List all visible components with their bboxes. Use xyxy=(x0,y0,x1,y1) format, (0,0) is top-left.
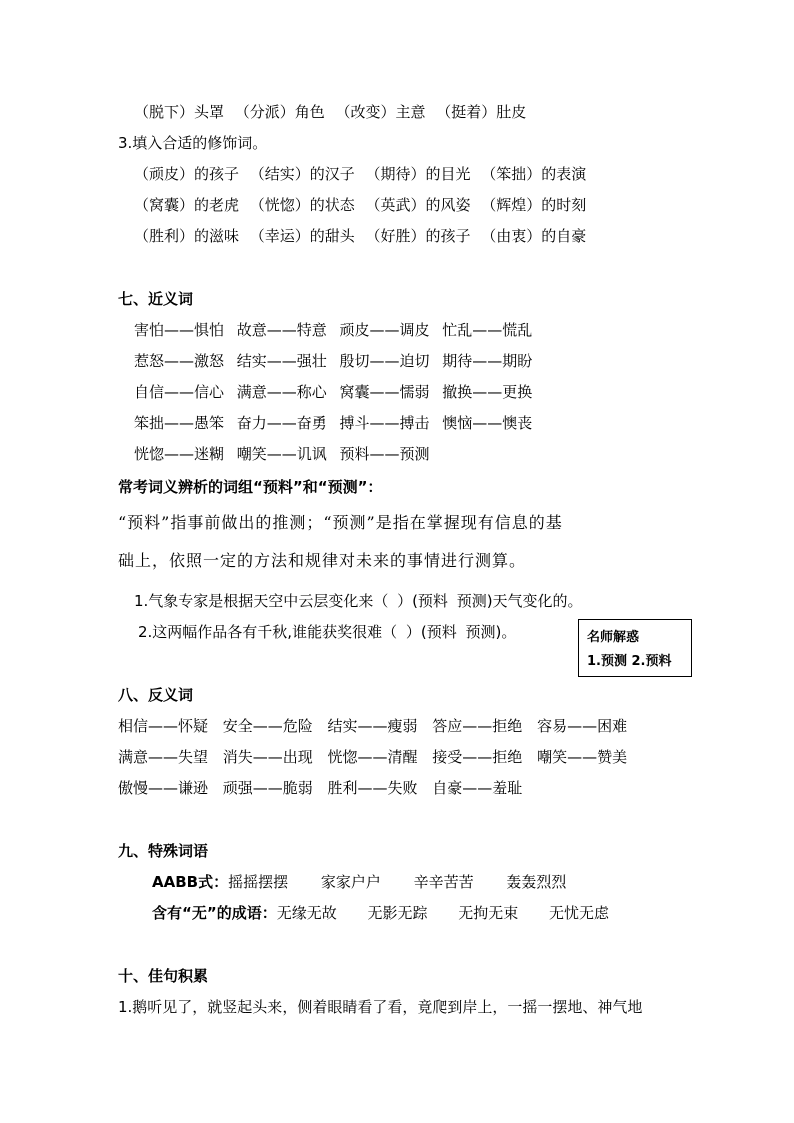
synonym-row-5: 恍惚——迷糊 嘲笑——讥讽 预料——预测 xyxy=(134,445,430,463)
wu-idiom-label: 含有“无”的成语： xyxy=(152,904,277,922)
task-3-heading: 3.填入合适的修饰词。 xyxy=(118,134,268,152)
wu-idiom-row xyxy=(152,903,609,923)
synonym-row-3: 自信——信心 满意——称心 窝囊——懦弱 撤换——更换 xyxy=(134,383,533,401)
modifier-line-3: （胜利）的滋味 （幸运）的甜头 （好胜）的孩子 （由衷）的自豪 xyxy=(134,227,587,245)
exercise-question-1: 1.气象专家是根据天空中云层变化来（ ）(预料 预测)天气变化的。 xyxy=(134,592,583,610)
synonym-row-4: 笨拙——愚笨 奋力——奋勇 搏斗——搏击 懊恼——懊丧 xyxy=(134,414,533,432)
section-7-heading: 七、近义词 xyxy=(118,290,194,308)
exercise-question-2: 2.这两幅作品各有千秋,谁能获奖很难（ ）(预料 预测)。 xyxy=(138,623,517,641)
wu-idiom-words: 无缘无故 无影无踪 无拘无束 无忧无虑 xyxy=(276,904,610,922)
answer-note-content: 1.预测 2.预料 xyxy=(587,654,672,669)
section-8-heading: 八、反义词 xyxy=(118,686,194,704)
word-distinction-paragraph-1: “预料”指事前做出的推测；“预测”是指在掌握现有信息的基 xyxy=(118,513,563,532)
aabb-row xyxy=(152,872,566,892)
good-sentence-1: 1.鹅听见了，就竖起头来，侧着眼睛看了看，竟爬到岸上，一摇一摆地、神气地 xyxy=(118,998,643,1016)
section-10-heading: 十、佳句积累 xyxy=(118,967,209,985)
modifier-line-2: （窝囊）的老虎 （恍惚）的状态 （英武）的风姿 （辉煌）的时刻 xyxy=(134,196,587,214)
answer-note-box xyxy=(578,619,692,677)
synonym-row-2: 惹怒——激怒 结实——强壮 殷切——迫切 期待——期盼 xyxy=(134,352,533,370)
answer-note-title: 名师解惑 xyxy=(587,630,640,645)
synonym-row-1: 害怕——惧怕 故意——特意 顽皮——调皮 忙乱——慌乱 xyxy=(134,321,533,339)
verb-phrase-line: （脱下）头罩 （分派）角色 （改变）主意 （挺着）肚皮 xyxy=(134,103,527,121)
antonym-row-3: 傲慢——谦逊 顽强——脆弱 胜利——失败 自豪——羞耻 xyxy=(118,779,523,797)
modifier-line-1: （顽皮）的孩子 （结实）的汉子 （期待）的目光 （笨拙）的表演 xyxy=(134,165,587,183)
aabb-words: 摇摇摆摆 家家户户 辛辛苦苦 轰轰烈烈 xyxy=(228,873,567,891)
word-distinction-paragraph-2: 础上，依照一定的方法和规律对未来的事情进行测算。 xyxy=(118,551,527,570)
aabb-label: AABB式： xyxy=(152,873,229,891)
antonym-row-2: 满意——失望 消失——出现 恍惚——清醒 接受——拒绝 嘲笑——赞美 xyxy=(118,748,628,766)
antonym-row-1: 相信——怀疑 安全——危险 结实——瘦弱 答应——拒绝 容易——困难 xyxy=(118,717,628,735)
section-9-heading: 九、特殊词语 xyxy=(118,842,209,860)
word-distinction-title: 常考词义辨析的词组“预料”和“预测”： xyxy=(118,478,383,496)
